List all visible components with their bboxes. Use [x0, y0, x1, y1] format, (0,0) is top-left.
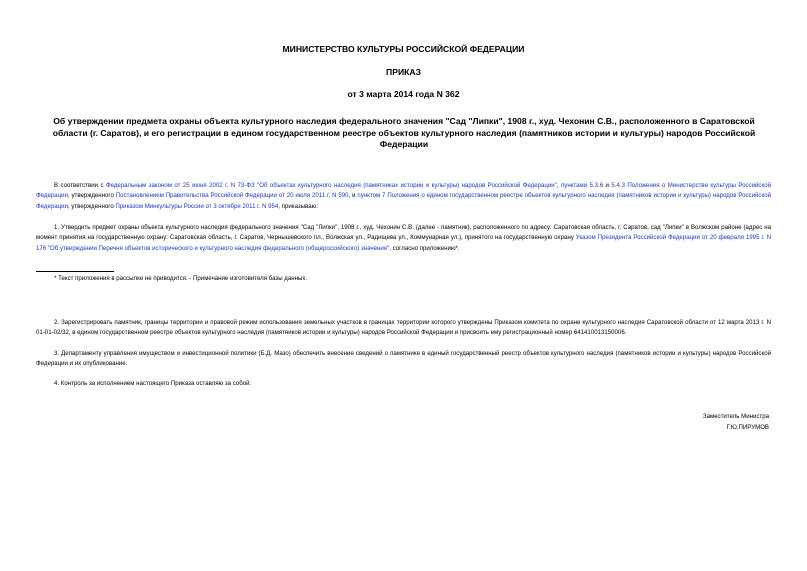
preamble-text: , утвержденного — [67, 202, 116, 210]
footnote-separator — [36, 271, 114, 272]
order-subject-title: Об утверждении предмета охраны объекта культурного наследия федерального значения "Сад "Липки", 1908 г., худ. Чехонин С.В., расположенного в Саратовской области (г. Саратов), и его регистрации в едином государственном реестре объектов культурного наследия (памятников истории и культуры) народов Российской Федерации — [52, 116, 756, 149]
link-clause-5-3-6[interactable]: пунктами 5.3.6 — [560, 182, 604, 189]
link-clause-5-4-3-regulation[interactable]: 5.4.3 Положения о Министерстве культуры Российской Федерации — [36, 182, 771, 200]
item-1-text-end: , согласно приложению*. — [389, 244, 460, 252]
ministry-heading: МИНИСТЕРСТВО КУЛЬТУРЫ РОССИЙСКОЙ ФЕДЕРАЦИИ — [282, 44, 525, 54]
preamble-paragraph — [36, 181, 771, 212]
link-presidential-decree-176[interactable]: Указом Президента Российской Федерации от 20 февраля 1995 г. N 176 "Об утверждении Перечня объектов исторического и культурного наследия федерального (общероссийского) значения" — [36, 234, 771, 252]
link-federal-law-73fz[interactable]: Федеральным законом от 25 июня 2002 г. N 73-ФЗ "Об объектах культурного наследия (памятниках истории и культуры) народов Российской Федерации" — [105, 182, 557, 189]
link-government-resolution-590[interactable]: Постановлением Правительства Российской Федерации от 20 июля 2011 г. N 590 — [115, 192, 349, 200]
item-1-text: 1. Утвердить предмет охраны объекта культурного наследия федерального значения "Сад "Липки", 1908 г., худ. Чехонин С.В. (далее - памятник), расположенного по адресу: Саратовская область, г. Саратов, сад "Липки" в Волжском районе (адрес на момент принятия на государственную охрану: Саратовская область, г. Саратов, Чернышевского пл., Волжская ул., Радищева ул., Коммунарная ул.), принятого на государственную охрану — [36, 224, 771, 242]
preamble-text: , утвержденного — [67, 192, 116, 200]
signatory-position: Заместитель Министра — [702, 413, 769, 420]
link-registry-regulation-clause-7[interactable]: пунктом 7 Положения о едином государственном реестре объектов культурного наследия (памятников истории и культуры) народов Российской Федерации — [36, 192, 771, 210]
preamble-text: , приказываю: — [278, 202, 318, 210]
order-item-3: 3. Департаменту управления имуществом и инвестиционной политики (Б.Д. Мазо) обеспечить внесение сведений о памятнике в единый государственный реестр объектов культурного наследия (памятников истории и культуры) народов Российской Федерации и их опубликование. — [36, 350, 771, 368]
order-item-4: 4. Контроль за исполнением настоящего Приказа оставляю за собой. — [54, 380, 252, 387]
preamble-text: и — [603, 182, 612, 189]
footnote: * Текст приложения в рассылке не приводится. - Примечание изготовителя базы данных. — [54, 275, 308, 282]
preamble-text: , — [556, 182, 561, 189]
preamble-text: В соответствии с — [54, 182, 106, 189]
order-item-2: 2. Зарегистрировать памятник, границы территории и правовой режим использования земельных участков в границах территории которого утверждены Приказом комитета по охране культурного наследия Саратовской области от 12 марта 2013 г. N 01-01-02/32, в едином государственном реестре объектов культурного наследия (памятников истории и культуры) народов Российской Федерации и присвоить ему регистрационный номер 641410013150006. — [36, 319, 771, 337]
order-item-1 — [36, 223, 771, 254]
preamble-text: , и — [348, 192, 358, 200]
link-ministry-order-954[interactable]: Приказом Минкультуры России от 3 октября 2011 г. N 954 — [115, 202, 279, 210]
order-type-heading: ПРИКАЗ — [386, 67, 421, 77]
signatory-name: Г.Ю.ПИРУМОВ — [726, 424, 769, 431]
order-date-number: от 3 марта 2014 года N 362 — [347, 89, 460, 99]
